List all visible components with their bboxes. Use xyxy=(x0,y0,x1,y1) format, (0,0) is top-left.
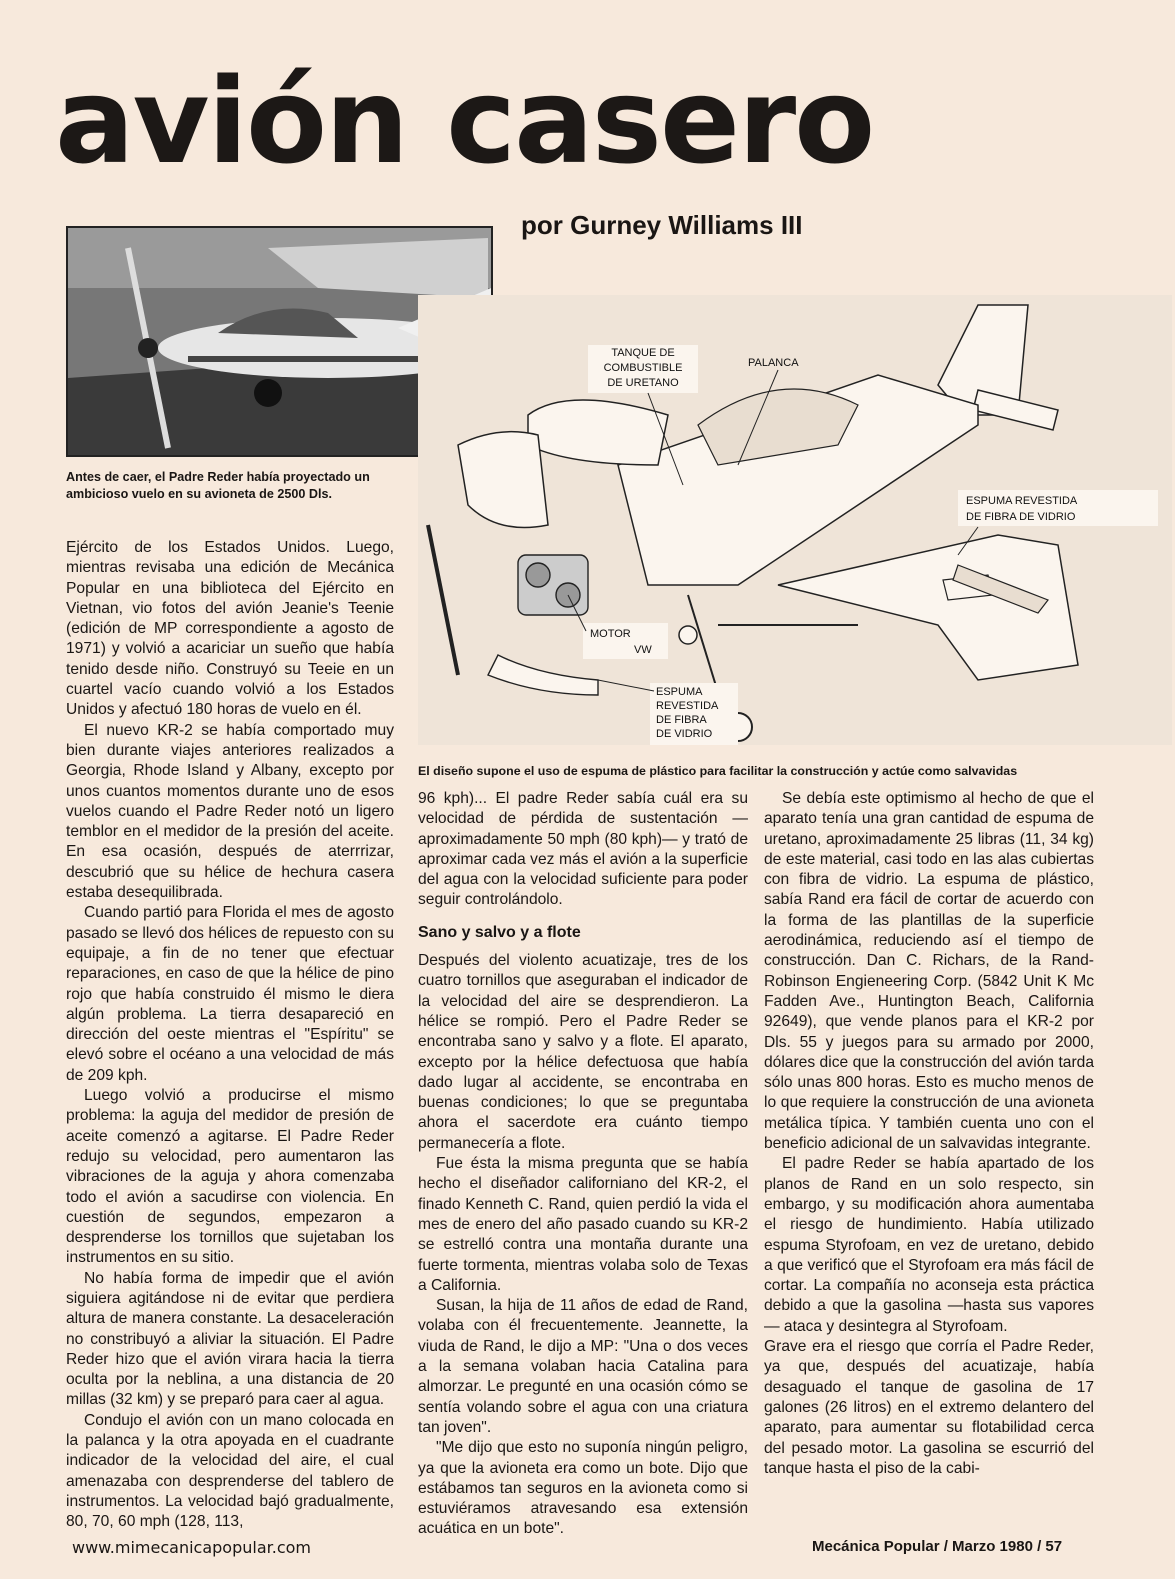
paragraph: Ejército de los Estados Unidos. Luego, mientras revisaba una edición de Mecánica Popular en una biblioteca del Ejército en Vietnan, vio fotos del avión Jeanie's Teenie (edición de MP correspondiente a agosto de 1971) y volvió a acariciar un sueño que había tenido desde niño. Construyó su Teeie en un cuartel vacío cuando volvió a los Estados Unidos y afectuó 180 horas de vuelo en él. xyxy=(66,539,394,719)
svg-text:DE VIDRIO: DE VIDRIO xyxy=(656,728,713,740)
paragraph: Cuando partió para Florida el mes de agosto pasado se llevó dos hélices de repuesto con su equipaje, a fin de no tener que efectuar reparaciones, en caso de que la hélice de pino rojo que había construido él mismo le diera algún problema. La tierra desapareció en dirección del oeste mientras el "Espíritu" se elevó sobre el océano a una velocidad de más de 209 kph. xyxy=(66,904,394,1084)
paragraph: El nuevo KR-2 se había comportado muy bien durante viajes anteriores realizados a Georgia, Rhode Island y Albany, excepto por unos cuantos momentos durante uno de esos vuelos cuando el Padre Reder notó un ligero temblor en el medidor de la presión del aceite. En esa ocasión, después de aterrrizar, descubrió que su hélice de hechura casera estaba desequilibrada. xyxy=(66,721,394,902)
byline: por Gurney Williams III xyxy=(521,210,803,240)
svg-text:VW: VW xyxy=(634,644,652,656)
headline: avión casero xyxy=(55,52,874,190)
paragraph: Luego volvió a producirse el mismo problema: la aguja del medidor de presión de aceite comenzó a agitarse. El Padre Reder redujo su velocidad, pero aumentaron las vibraciones de la aguja y ahora comenzaba todo el avión a sacudirse con violencia. En cuestión de segundos, empezaron a desprenderse los tornillos que sujetaban los instrumentos en su sitio. xyxy=(66,1087,394,1267)
exploded-diagram xyxy=(418,295,1172,745)
svg-text:ESPUMA REVESTIDA: ESPUMA REVESTIDA xyxy=(966,495,1078,507)
kr2-exploded-view xyxy=(418,295,1172,745)
paragraph: Después del violento acuatizaje, tres de los cuatro tornillos que aseguraban el indicador de la velocidad del aire se desprendieron. La hélice se rompió. Pero el Padre Reder se encontraba sano y salvo y a flote. El aparato, excepto por la hélice defectuosa que había dado lugar al accidente, se encontraba en buenas condiciones; lo que se preguntaba ahora el sacerdote era cuánto tiempo permanecería a flote. xyxy=(418,952,748,1152)
svg-text:DE FIBRA DE VIDRIO: DE FIBRA DE VIDRIO xyxy=(966,511,1076,523)
svg-text:DE URETANO: DE URETANO xyxy=(607,377,679,389)
paragraph: Fue ésta la misma pregunta que se había hecho el diseñador californiano del KR-2, el finado Kenneth C. Rand, quien perdió la vida el mes de enero del año pasado cuando su KR-2 se estrelló contra una montaña durante una fuerte tormenta, mientras volaba solo de Texas a California. xyxy=(418,1155,748,1294)
svg-text:COMBUSTIBLE: COMBUSTIBLE xyxy=(603,362,683,374)
column-1 xyxy=(66,538,394,1533)
paragraph: Grave era el riesgo que corría el Padre Reder, ya que, después del acuatizaje, había desaguado el tanque de gasolina de 17 galones (26 litros) en el extremo delantero del aparato, para aumentar su flotabilidad cerca del pesado motor. La gasolina se escurrió del tanque hasta el piso de la cabi- xyxy=(764,1338,1094,1477)
svg-text:MOTOR: MOTOR xyxy=(590,628,631,640)
paragraph: No había forma de impedir que el avión siguiera agitándose ni de evitar que perdiera altura de manera constante. La desaceleración no constribuyó a aliviar la situación. El Padre Reder hizo que el avión virara hacia la tierra oculta por la neblina, a una distancia de 20 millas (32 km) y se preparó para caer al agua. xyxy=(66,1269,394,1409)
diagram-caption: El diseño supone el uso de espuma de plástico para facilitar la construcción y actúe como salvavidas xyxy=(418,764,1018,778)
footer-issue: Mecánica Popular / Marzo 1980 / 57 xyxy=(812,1538,1063,1555)
photo-caption: Antes de caer, el Padre Reder había proyectado un ambicioso vuelo en su avioneta de 2500 Dls. xyxy=(66,470,370,501)
column-3 xyxy=(764,789,1094,1479)
paragraph: "Me dijo que esto no suponía ningún peligro, ya que la avioneta era como un bote. Dijo que estábamos tan seguros en la avioneta como si estuviéramos atravesando esa extensión acuática en un bote". xyxy=(418,1439,748,1538)
footer-url: www.mimecanicapopular.com xyxy=(72,1538,311,1557)
paragraph: El padre Reder se había apartado de los planos de Rand en un solo respecto, sin embargo, y su modificación ahora aumentaba el riesgo de hundimiento. Había utilizado espuma Styrofoam, en vez de uretano, debido a que verificó que el Styrofoam era más fácil de cortar. La compañía no aconseja esta práctica debido a que la gasolina —hasta sus vapores— ataca y desintegra al Styrofoam. xyxy=(764,1155,1094,1335)
paragraph: Susan, la hija de 11 años de edad de Rand, volaba con él frecuentemente. Jeannette, la viuda de Rand, le dijo a MP: "Una o dos veces a la semana volaban hacia Catalina para almorzar. Le pregunté en una ocasión cómo se sentía volando sobre el agua con una criatura tan joven". xyxy=(418,1297,748,1436)
svg-text:PALANCA: PALANCA xyxy=(748,357,799,369)
svg-text:TANQUE DE: TANQUE DE xyxy=(611,347,675,359)
column-2 xyxy=(418,789,748,1540)
svg-text:ESPUMA: ESPUMA xyxy=(656,686,703,698)
svg-text:REVESTIDA: REVESTIDA xyxy=(656,700,719,712)
svg-text:DE FIBRA: DE FIBRA xyxy=(656,714,707,726)
paragraph: Condujo el avión con un mano colocada en la palanca y la otra apoyada en el cuadrante indicador de la velocidad del aire, el cual amenazaba con desprenderse del tablero de instrumentos. La velocidad bajó gradualmente, 80, 70, 60 mph (128, 113, xyxy=(66,1411,394,1531)
paragraph: Se debía este optimismo al hecho de que el aparato tenía una gran cantidad de espuma de uretano, aproximadamente 25 libras (11, 34 kg) de este material, casi todo en las alas cubiertas con fibra de vidrio. La espuma de plástico, sabía Rand era fácil de cortar de acuerdo con la forma de las plantillas de la superficie aerodinámica, reduciendo así el tiempo de construcción. Dan C. Richars, de la Rand-Robinson Engieneering Corp. (5842 Unit K Mc Fadden Ave., Huntington Beach, California 92649), que vende planos para el KR-2 por Dls. 55 y juegos para su armado por 2000, dólares dice que la construcción del avión tarda sólo unas 800 horas. Esto es mucho menos de lo que requiere la construcción de una avioneta metálica típica. Y también cuenta uno con el beneficio adicional de un salvavidas integrante. xyxy=(764,790,1094,1153)
paragraph: 96 kph)... El padre Reder sabía cuál era su velocidad de pérdida de sustentación —aproximadamente 50 mph (80 kph)— y trató de aproximar cada vez más el avión a la superficie del agua con la velocidad suficiente para poder seguir controlándolo. xyxy=(418,790,748,909)
subhead: Sano y salvo y a flote xyxy=(418,923,581,941)
